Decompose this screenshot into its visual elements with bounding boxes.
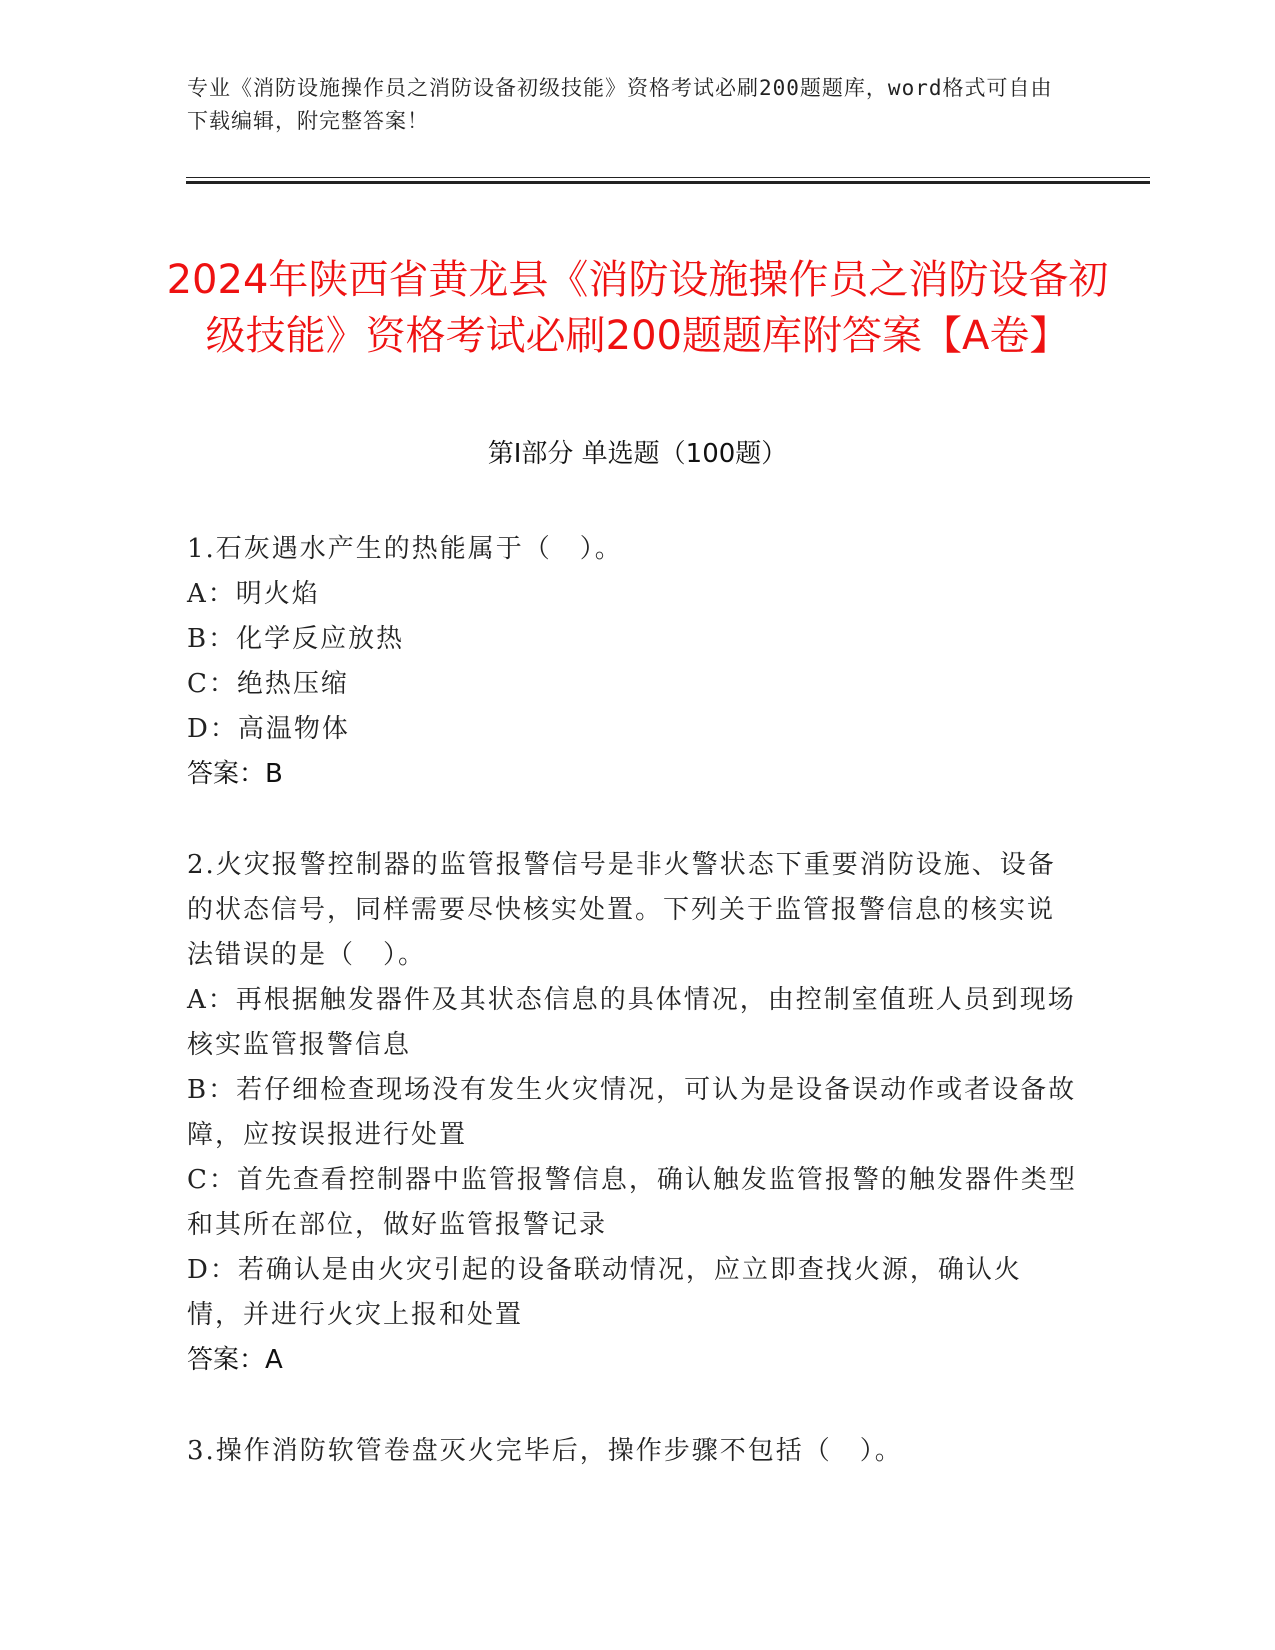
answer: 答案：A: [187, 1345, 283, 1375]
section-heading: 第I部分 单选题（100题）: [487, 439, 788, 469]
question-stem: 2.火灾报警控制器的监管报警信号是非火警状态下重要消防设施、设备的状态信号，同样需要尽快核实处置。下列关于监管报警信息的核实说法错误的是（ ）。: [187, 850, 1056, 970]
answer: 答案：B: [187, 759, 283, 789]
question-1: [187, 527, 1077, 797]
header-divider-thin: [186, 177, 1150, 178]
option-d: D：若确认是由火灾引起的设备联动情况，应立即查找火源，确认火情，并进行火灾上报和处置: [187, 1255, 1022, 1330]
question-2: [187, 843, 1077, 1383]
question-stem: 1.石灰遇水产生的热能属于（ ）。: [187, 534, 623, 564]
option-a: A：再根据触发器件及其状态信息的具体情况，由控制室值班人员到现场核实监管报警信息: [187, 985, 1076, 1060]
question-stem: 3.操作消防软管卷盘灭火完毕后，操作步骤不包括（ ）。: [187, 1436, 903, 1466]
question-list: [187, 527, 1077, 1520]
option-c: C：首先查看控制器中监管报警信息，确认触发监管报警的触发器件类型和其所在部位，做好监管报警记录: [187, 1165, 1077, 1240]
option-b: B：化学反应放热: [187, 624, 405, 654]
question-3: [187, 1429, 1077, 1474]
option-a: A：明火焰: [187, 579, 320, 609]
option-d: D：高温物体: [187, 714, 350, 744]
document-title: 2024年陕西省黄龙县《消防设施操作员之消防设备初级技能》资格考试必刷200题题库附答案【A卷】: [166, 256, 1109, 359]
option-c: C：绝热压缩: [187, 669, 349, 699]
header-note: 专业《消防设施操作员之消防设备初级技能》资格考试必刷200题题库，word格式可自由下载编辑，附完整答案！: [187, 76, 1053, 133]
header-divider-thick: [186, 181, 1150, 184]
option-b: B：若仔细检查现场没有发生火灾情况，可认为是设备误动作或者设备故障，应按误报进行处置: [187, 1075, 1077, 1150]
